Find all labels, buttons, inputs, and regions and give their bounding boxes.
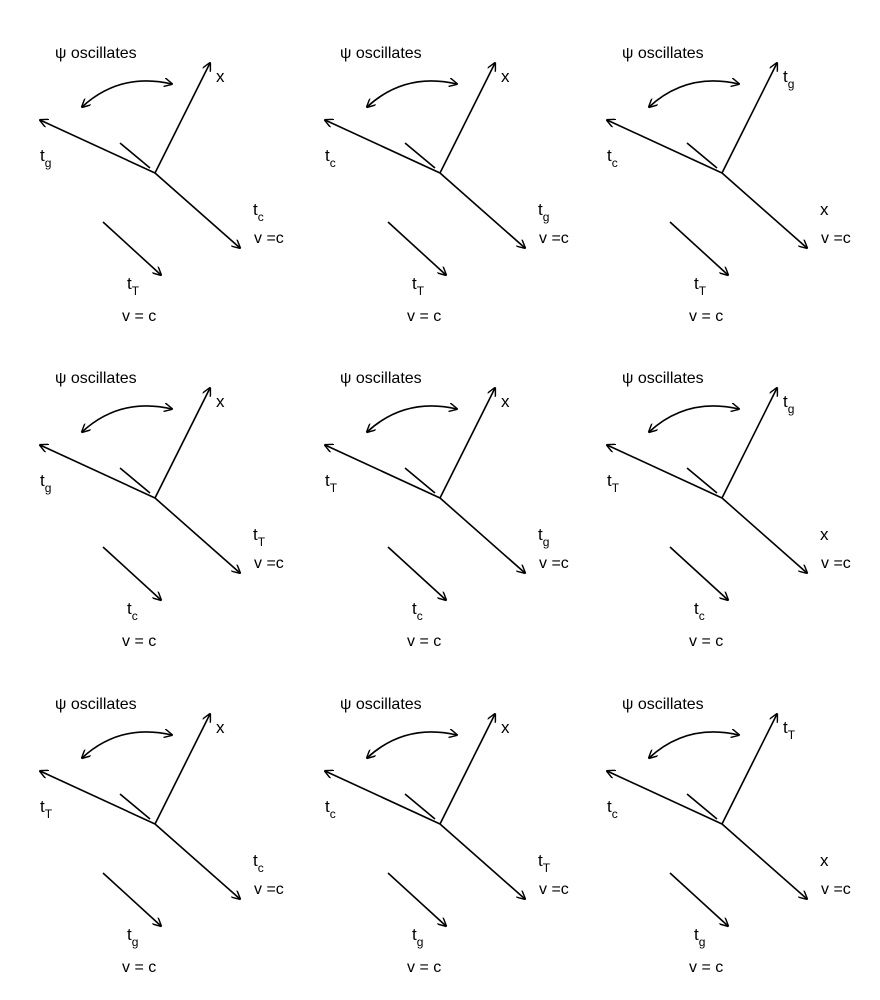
left-axis-label: $t_c$ xyxy=(325,797,336,821)
upper-axis-label: x xyxy=(501,718,510,737)
left-axis-arrow xyxy=(40,771,155,824)
right-axis-speed-label: v =c xyxy=(539,230,569,247)
right-axis-speed-label: v =c xyxy=(539,555,569,572)
lower-arrow-speed-label: v = c xyxy=(407,308,442,325)
right-axis-arrow xyxy=(440,173,525,248)
lower-motion-arrow xyxy=(388,873,446,926)
psi-oscillates-label: ψ oscillates xyxy=(55,45,137,62)
psi-oscillates-label: ψ oscillates xyxy=(622,370,704,387)
oscillation-arrow xyxy=(82,406,172,432)
upper-axis-arrow xyxy=(155,63,210,173)
lower-arrow-label: $t_g$ xyxy=(412,925,424,949)
oscillation-arrow xyxy=(82,81,172,107)
upper-axis-label: $t_T$ xyxy=(783,718,796,742)
right-axis-arrow xyxy=(155,173,240,248)
left-axis-label: $t_c$ xyxy=(607,146,618,170)
upper-axis-arrow xyxy=(722,388,777,498)
upper-axis-label: $t_g$ xyxy=(783,67,795,91)
left-axis-label: $t_g$ xyxy=(40,146,52,170)
upper-axis-label: x xyxy=(501,67,510,86)
left-axis-label: $t_c$ xyxy=(607,797,618,821)
right-axis-arrow xyxy=(440,498,525,573)
upper-axis-label: x xyxy=(501,392,510,411)
right-axis-label: $t_T$ xyxy=(538,851,551,875)
lower-motion-arrow xyxy=(103,873,161,926)
right-axis-label: x xyxy=(820,200,829,219)
right-axis-label: $t_c$ xyxy=(253,851,264,875)
lower-arrow-speed-label: v = c xyxy=(122,308,157,325)
oscillation-arrow xyxy=(649,81,739,107)
upper-axis-arrow xyxy=(722,63,777,173)
oscillation-arrow xyxy=(367,81,457,107)
lower-arrow-label: $t_c$ xyxy=(127,599,138,623)
upper-axis-arrow xyxy=(722,714,777,824)
right-axis-label: $t_T$ xyxy=(253,525,266,549)
lower-arrow-speed-label: v = c xyxy=(122,633,157,650)
left-axis-arrow xyxy=(40,120,155,173)
left-axis-arrow xyxy=(607,120,722,173)
oscillation-arrow xyxy=(367,406,457,432)
upper-axis-label: x xyxy=(216,392,225,411)
oscillation-arrow xyxy=(649,406,739,432)
upper-axis-arrow xyxy=(155,714,210,824)
left-axis-arrow xyxy=(325,445,440,498)
axes-panel xyxy=(325,696,569,976)
left-axis-arrow xyxy=(325,771,440,824)
axes-panel xyxy=(40,45,284,325)
lower-arrow-speed-label: v = c xyxy=(407,633,442,650)
psi-oscillates-label: ψ oscillates xyxy=(340,696,422,713)
right-axis-speed-label: v =c xyxy=(821,881,851,898)
upper-axis-arrow xyxy=(440,388,495,498)
right-axis-arrow xyxy=(722,498,807,573)
lower-arrow-label: $t_T$ xyxy=(694,274,707,298)
left-axis-label: $t_T$ xyxy=(40,797,53,821)
lower-arrow-speed-label: v = c xyxy=(122,959,157,976)
axes-panel xyxy=(40,370,284,650)
upper-axis-label: x xyxy=(216,67,225,86)
right-axis-arrow xyxy=(722,173,807,248)
lower-arrow-speed-label: v = c xyxy=(689,959,724,976)
axes-panel xyxy=(607,696,851,976)
left-axis-label: $t_T$ xyxy=(325,471,338,495)
right-axis-label: $t_g$ xyxy=(538,525,550,549)
psi-oscillates-label: ψ oscillates xyxy=(340,370,422,387)
oscillation-arrow xyxy=(367,732,457,758)
lower-motion-arrow xyxy=(670,873,728,926)
axes-panel xyxy=(325,370,569,650)
psi-oscillates-label: ψ oscillates xyxy=(340,45,422,62)
upper-axis-label: $t_g$ xyxy=(783,392,795,416)
oscillation-arrow xyxy=(82,732,172,758)
axes-panel xyxy=(607,45,851,325)
psi-oscillates-label: ψ oscillates xyxy=(622,45,704,62)
axes-panel xyxy=(40,696,284,976)
lower-arrow-label: $t_T$ xyxy=(127,274,140,298)
lower-arrow-speed-label: v = c xyxy=(689,633,724,650)
psi-oscillates-label: ψ oscillates xyxy=(55,370,137,387)
lower-arrow-label: $t_c$ xyxy=(694,599,705,623)
lower-motion-arrow xyxy=(670,222,728,275)
right-axis-label: x xyxy=(820,525,829,544)
upper-axis-label: x xyxy=(216,718,225,737)
left-axis-arrow xyxy=(325,120,440,173)
right-axis-arrow xyxy=(155,824,240,899)
right-axis-speed-label: v =c xyxy=(821,230,851,247)
right-axis-speed-label: v =c xyxy=(821,555,851,572)
left-axis-label: $t_c$ xyxy=(325,146,336,170)
lower-arrow-speed-label: v = c xyxy=(689,308,724,325)
lower-motion-arrow xyxy=(670,547,728,600)
psi-oscillates-label: ψ oscillates xyxy=(55,696,137,713)
left-axis-arrow xyxy=(607,445,722,498)
upper-axis-arrow xyxy=(440,714,495,824)
right-axis-label: $t_c$ xyxy=(253,200,264,224)
psi-oscillates-label: ψ oscillates xyxy=(622,696,704,713)
lower-arrow-label: $t_g$ xyxy=(127,925,139,949)
lower-motion-arrow xyxy=(388,547,446,600)
lower-motion-arrow xyxy=(103,222,161,275)
left-axis-label: $t_T$ xyxy=(607,471,620,495)
lower-arrow-label: $t_T$ xyxy=(412,274,425,298)
left-axis-label: $t_g$ xyxy=(40,471,52,495)
lower-arrow-label: $t_g$ xyxy=(694,925,706,949)
right-axis-arrow xyxy=(440,824,525,899)
right-axis-arrow xyxy=(155,498,240,573)
lower-arrow-label: $t_c$ xyxy=(412,599,423,623)
right-axis-speed-label: v =c xyxy=(254,555,284,572)
axes-panel xyxy=(607,370,851,650)
lower-motion-arrow xyxy=(388,222,446,275)
axes-panel xyxy=(325,45,569,325)
right-axis-arrow xyxy=(722,824,807,899)
lower-arrow-speed-label: v = c xyxy=(407,959,442,976)
right-axis-label: x xyxy=(820,851,829,870)
right-axis-label: $t_g$ xyxy=(538,200,550,224)
left-axis-arrow xyxy=(607,771,722,824)
lower-motion-arrow xyxy=(103,547,161,600)
right-axis-speed-label: v =c xyxy=(539,881,569,898)
right-axis-speed-label: v =c xyxy=(254,230,284,247)
left-axis-arrow xyxy=(40,445,155,498)
oscillation-arrow xyxy=(649,732,739,758)
right-axis-speed-label: v =c xyxy=(254,881,284,898)
upper-axis-arrow xyxy=(155,388,210,498)
upper-axis-arrow xyxy=(440,63,495,173)
